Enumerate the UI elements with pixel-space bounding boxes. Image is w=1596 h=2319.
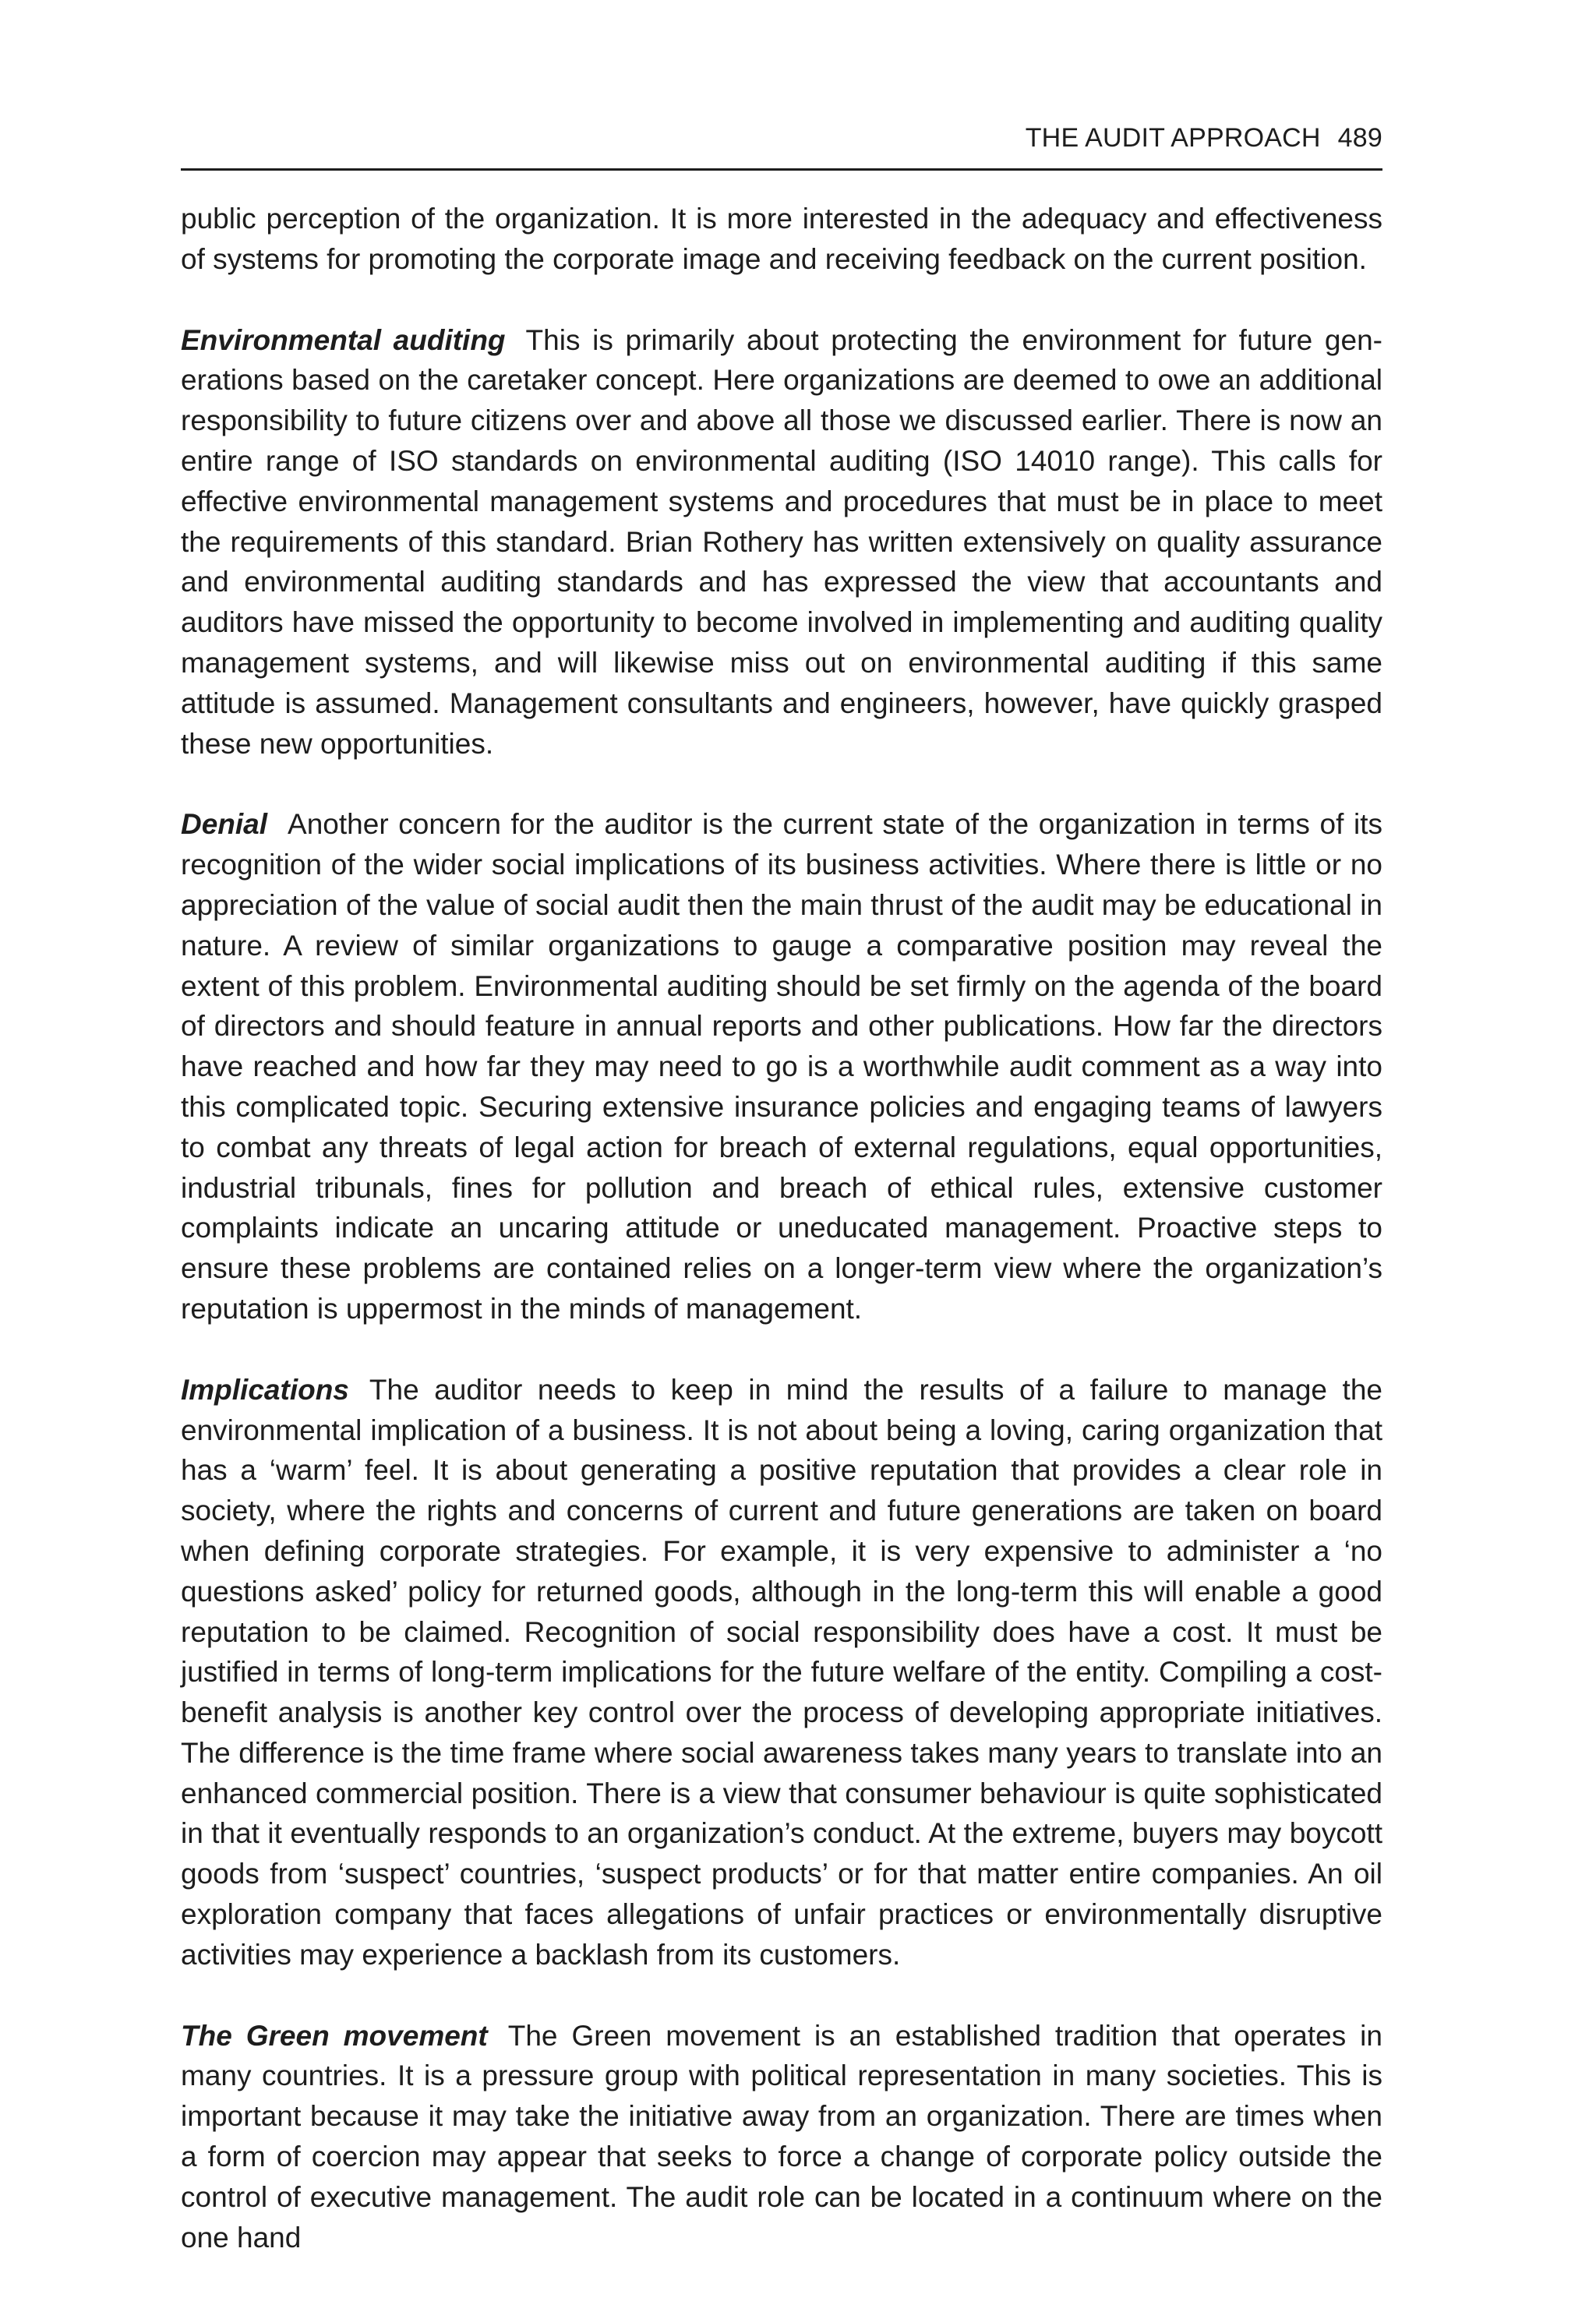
paragraph-text: The Green movement is an established tradition that operates in many countries. It is a pressure group with political representation in many societies. This is important because it may take the initiative away from an organization. There are times when a form of coercion may appear that seeks to force a change of corporate policy outside the control of executive management. The audit role can be located in a continuum where on the one hand <box>181 2019 1382 2254</box>
running-header <box>1026 122 1382 154</box>
book-page <box>181 0 1382 2319</box>
paragraph-text: The auditor needs to keep in mind the results of a failure to manage the environmental implication of a business. It is not about being a loving, caring organization that has a ‘warm’ feel. It is about generating a positive reputation that provides a clear role in society, where the rights and concerns of current and future generations are taken on board when defining corporate strategies. For example, it is very expensive to administer a ‘no questions asked’ policy for returned goods, although in the long-term this will enable a good reputation to be claimed. Recognition of social responsibility does have a cost. It must be justified in terms of long-term implications for the future welfare of the entity. Compiling a cost-benefit analysis is another key control over the process of developing appropriate initiatives. The difference is the time frame where social awareness takes many years to translate into an enhanced commercial position. There is a view that consumer behaviour is quite sophisticated in that it eventually responds to an organization’s conduct. At the extreme, buyers may boycott goods from ‘suspect’ countries, ‘suspect products’ or for that matter entire companies. An oil exploration company that faces allegations of unfair practices or environmentally disruptive activities may experience a backlash from its customers. <box>181 1373 1382 1971</box>
page-number: 489 <box>1337 123 1382 153</box>
paragraph-green-movement <box>181 2016 1382 2258</box>
paragraph-text: Another concern for the auditor is the current state of the organization in terms of its recognition of the wider social implications of its business activities. Where there is little or no appreciation of the value of social audit then the main thrust of the audit may be educational in nature. A review of similar organizations to gauge a comparative position may reveal the extent of this problem. Environmental auditing should be set firmly on the agenda of the board of directors and should feature in annual reports and other publications. How far the directors have reached and how far they may need to go is a worthwhile audit comment as a way into this complicated topic. Securing extensive insurance policies and engaging teams of lawyers to combat any threats of legal action for breach of external regulations, equal opportunities, industrial tribunals, fines for pollution and breach of ethical rules, extensive customer complaints indicate an uncaring attitude or uneducated management. Proactive steps to ensure these problems are contained relies on a longer-term view where the organization’s reputation is uppermost in the minds of management. <box>181 808 1382 1325</box>
paragraph-denial <box>181 804 1382 1329</box>
paragraph-text: This is primarily about protecting the environment for future generations based on the caretaker concept. Here organizations are deemed to owe an additional responsibility to future citizens over and above all those we discussed earlier. There is now an entire range of ISO standards on environmental auditing (ISO 14010 range). This calls for effective environmental management systems and procedures that must be in place to meet the requirements of this standard. Brian Rothery has written extensively on quality assurance and environmental auditing standards and has expressed the view that accountants and auditors have missed the opportunity to become involved in implementing and auditing quality management systems, and will likewise miss out on environmental auditing if this same attitude is assumed. Management consultants and engineers, however, have quickly grasped these new opportunities. <box>181 323 1382 760</box>
paragraph-heading: Implications <box>181 1373 349 1406</box>
paragraph-text: public perception of the organization. It is more interested in the adequacy and effectiveness of systems for promoting the corporate image and receiving feedback on the current position. <box>181 203 1382 275</box>
body-text <box>181 199 1382 2298</box>
paragraph-implications <box>181 1370 1382 1975</box>
paragraph-environmental-auditing <box>181 320 1382 764</box>
running-title: THE AUDIT APPROACH <box>1025 123 1321 153</box>
header-rule <box>181 168 1382 171</box>
paragraph-heading: Denial <box>181 808 268 841</box>
paragraph-heading: Environmental auditing <box>181 323 506 356</box>
paragraph-continuation <box>181 199 1382 280</box>
paragraph-heading: The Green movement <box>181 2019 488 2052</box>
